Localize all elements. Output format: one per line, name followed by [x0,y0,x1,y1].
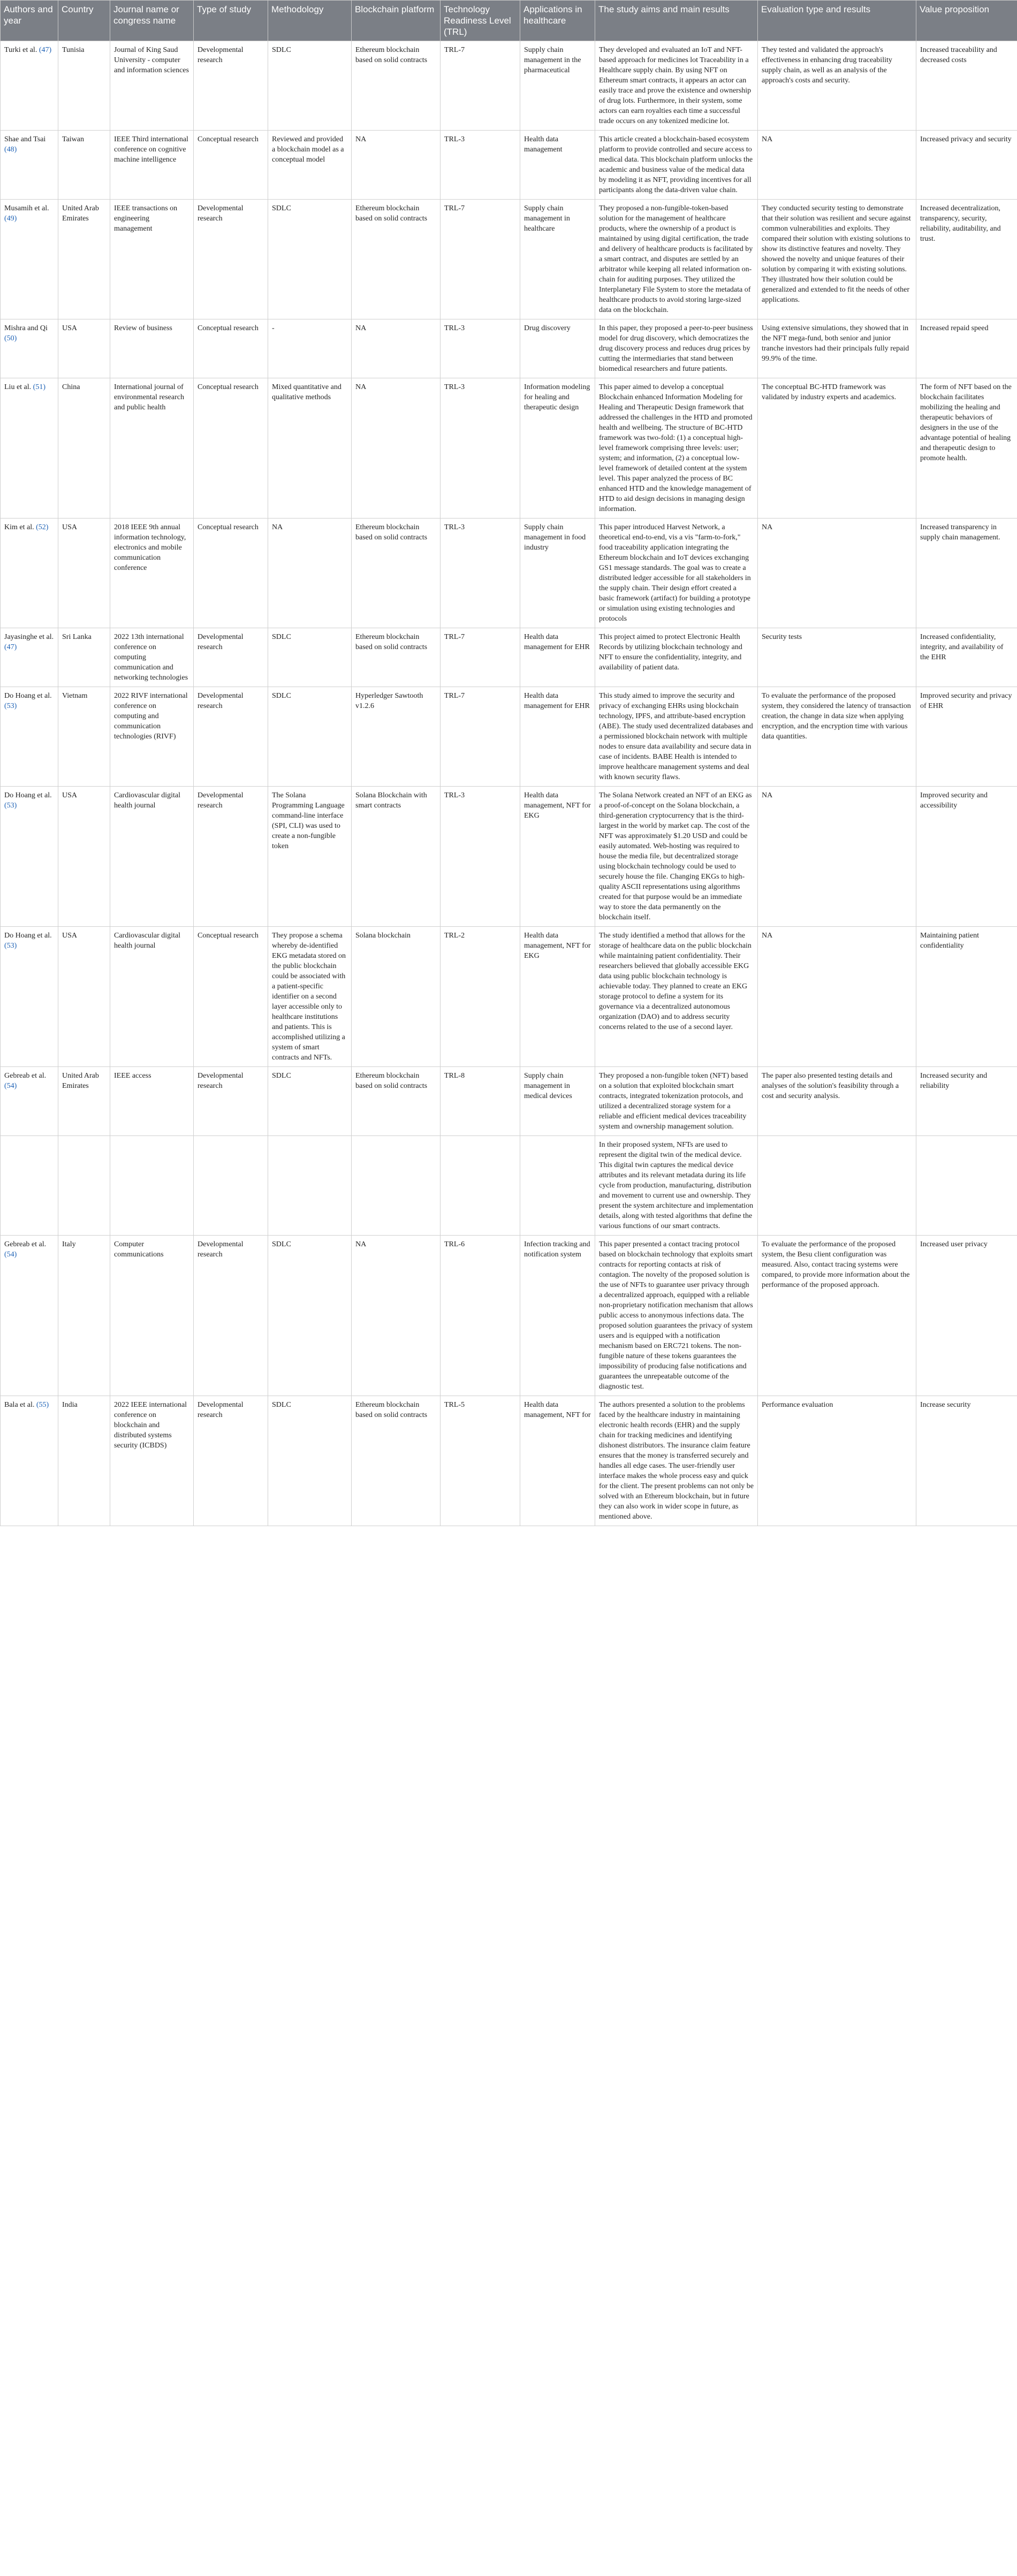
citation-link[interactable]: (53) [4,702,17,710]
trl-cell: TRL-3 [441,787,520,927]
column-header: Applications in healthcare [520,1,595,41]
aims-results-cell: In this paper, they proposed a peer-to-peer business model for drug discovery, which democratizes the drug discovery process and reduces drug prices by cutting the intermediaries that stand between biomedical researchers and future patients. [595,319,758,378]
aims-results-cell: In their proposed system, NFTs are used to represent the digital twin of the medical device. This digital twin captures the medical device attributes and its relevant metadata during its life cycle from production, manufacturing, distribution and movement to current use and ownership. They present the system architecture and implementation details, along with tested algorithms that define the various functions of our smart contracts. [595,1136,758,1236]
evaluation-cell: NA [758,927,916,1067]
table-row [1,200,1017,319]
authors-cell [1,628,58,687]
value-proposition-cell: Increased security and reliability [916,1067,1017,1136]
methodology-cell: SDLC [268,1067,352,1136]
application-cell: Drug discovery [520,319,595,378]
methodology-cell: Reviewed and provided a blockchain model as a conceptual model [268,131,352,200]
trl-cell: TRL-8 [441,1067,520,1136]
methodology-cell: NA [268,519,352,628]
evaluation-cell: They conducted security testing to demonstrate that their solution was resilient and secure against common vulnerabilities and exploits. They compared their solution with existing solutions to show its distinctive features and novelty. They showed the novelty and unique features of their solution by comparing it with existing solutions. They illustrated how their solution could be generalized and extended to fit the needs of other applications. [758,200,916,319]
evaluation-cell: Performance evaluation [758,1396,916,1526]
methodology-cell: Mixed quantitative and qualitative methods [268,378,352,519]
authors-cell [1,41,58,131]
country-cell: Taiwan [58,131,110,200]
country-cell: China [58,378,110,519]
platform-cell: Hyperledger Sawtooth v1.2.6 [352,687,441,787]
author-name: Liu et al. [4,383,32,391]
table-row [1,319,1017,378]
journal-cell: Cardiovascular digital health journal [110,927,194,1067]
table-row [1,1236,1017,1396]
column-header: The study aims and main results [595,1,758,41]
journal-cell: Review of business [110,319,194,378]
authors-cell [1,131,58,200]
country-cell: Italy [58,1236,110,1396]
country-cell: Tunisia [58,41,110,131]
value-proposition-cell: Increased decentralization, transparency, security, reliability, auditability, and trust. [916,200,1017,319]
authors-cell [1,927,58,1067]
value-proposition-cell: Increase security [916,1396,1017,1526]
author-name: Do Hoang et al. [4,791,52,799]
citation-link[interactable]: (50) [4,334,17,342]
journal-cell: IEEE Third international conference on cognitive machine intelligence [110,131,194,200]
column-header: Methodology [268,1,352,41]
value-proposition-cell: Maintaining patient confidentiality [916,927,1017,1067]
citation-link[interactable]: (53) [4,802,17,810]
table-body [1,41,1017,1526]
author-name: Do Hoang et al. [4,932,52,940]
value-proposition-cell: Increased transparency in supply chain management. [916,519,1017,628]
citation-link[interactable]: (54) [4,1082,17,1090]
trl-cell: TRL-5 [441,1396,520,1526]
study-type-cell: Conceptual research [194,131,268,200]
application-cell: Supply chain management in the pharmaceutical [520,41,595,131]
column-header: Country [58,1,110,41]
author-name: Kim et al. [4,523,34,531]
table-row [1,1067,1017,1136]
trl-cell: TRL-7 [441,628,520,687]
table-row [1,519,1017,628]
trl-cell: TRL-2 [441,927,520,1067]
column-header: Technology Readiness Level (TRL) [441,1,520,41]
table-row [1,787,1017,927]
application-cell: Supply chain management in food industry [520,519,595,628]
aims-results-cell: This article created a blockchain-based ecosystem platform to provide controlled and secure access to medical data. This blockchain platform unlocks the academic and business value of the medical data by modeling it as NFT, providing incentives for all participants along the data-driven value chain. [595,131,758,200]
table-row [1,687,1017,787]
aims-results-cell: The authors presented a solution to the problems faced by the healthcare industry in maintaining electronic health records (EHR) and the supply chain for tracking medicines and identifying dishonest distributors. The insurance claim feature ensures that the money is transferred securely and handles all edge cases. The user-friendly user interface makes the whole process easy and quick for the client. The present problems can not only be solved with an Ethereum blockchain, but in future they can also work in wider scope in future, as mentioned above. [595,1396,758,1526]
evaluation-cell [758,1136,916,1236]
journal-cell: 2018 IEEE 9th annual information technology, electronics and mobile communication conference [110,519,194,628]
platform-cell: Ethereum blockchain based on solid contracts [352,519,441,628]
authors-cell [1,200,58,319]
authors-cell [1,1236,58,1396]
journal-cell: Journal of King Saud University - computer and information sciences [110,41,194,131]
author-name: Turki et al. [4,46,37,54]
study-type-cell: Conceptual research [194,378,268,519]
trl-cell [441,1136,520,1236]
platform-cell: Ethereum blockchain based on solid contracts [352,41,441,131]
application-cell: Infection tracking and notification system [520,1236,595,1396]
table-row [1,927,1017,1067]
journal-cell: 2022 RIVF international conference on computing and communication technologies (RIVF) [110,687,194,787]
platform-cell: Ethereum blockchain based on solid contracts [352,1067,441,1136]
application-cell: Information modeling for healing and therapeutic design [520,378,595,519]
authors-cell [1,1067,58,1136]
country-cell: United Arab Emirates [58,1067,110,1136]
authors-cell [1,1396,58,1526]
journal-cell [110,1136,194,1236]
evaluation-cell: The paper also presented testing details and analyses of the solution's feasibility through a cost and security analysis. [758,1067,916,1136]
author-name: Musamih et al. [4,204,49,212]
journal-cell: 2022 13th international conference on computing communication and networking technologies [110,628,194,687]
study-type-cell: Developmental research [194,1067,268,1136]
value-proposition-cell: Improved security and accessibility [916,787,1017,927]
column-header: Blockchain platform [352,1,441,41]
application-cell: Supply chain management in medical devices [520,1067,595,1136]
study-type-cell: Developmental research [194,41,268,131]
trl-cell: TRL-7 [441,41,520,131]
methodology-cell: SDLC [268,687,352,787]
country-cell [58,1136,110,1236]
country-cell: USA [58,787,110,927]
platform-cell [352,1136,441,1236]
value-proposition-cell [916,1136,1017,1236]
author-name: Do Hoang et al. [4,692,52,700]
author-name: Shae and Tsai [4,135,46,143]
authors-cell [1,319,58,378]
evaluation-cell: To evaluate the performance of the proposed system, the Besu client configuration was measured. Also, contact tracing systems were compared, to provide more information about the performance of the proposed approach. [758,1236,916,1396]
study-type-cell [194,1136,268,1236]
platform-cell: Solana Blockchain with smart contracts [352,787,441,927]
methodology-cell: SDLC [268,1396,352,1526]
table-row [1,1136,1017,1236]
citation-link[interactable]: (53) [4,942,17,950]
citation-link[interactable]: (49) [4,215,17,223]
aims-results-cell: They proposed a non-fungible token (NFT) based on a solution that exploited blockchain smart contracts, integrated tokenization protocols, and utilized a decentralized storage system for a reliable and efficient medical devices traceability system and ownership management solution. [595,1067,758,1136]
platform-cell: Ethereum blockchain based on solid contracts [352,628,441,687]
author-name: Mishra and Qi [4,324,48,332]
study-type-cell: Developmental research [194,687,268,787]
evaluation-cell: NA [758,131,916,200]
study-type-cell: Developmental research [194,1236,268,1396]
citation-link[interactable]: (47) [39,46,52,54]
methodology-cell: SDLC [268,1236,352,1396]
column-header: Journal name or congress name [110,1,194,41]
column-header: Authors and year [1,1,58,41]
trl-cell: TRL-6 [441,1236,520,1396]
platform-cell: NA [352,1236,441,1396]
study-type-cell: Developmental research [194,200,268,319]
study-type-cell: Conceptual research [194,927,268,1067]
methodology-cell: - [268,319,352,378]
aims-results-cell: They developed and evaluated an IoT and NFT-based approach for medicines lot Traceability in a Healthcare supply chain. By using NFT on Ethereum smart contracts, it appears an actor can easily trace and prove the existence and ownership of drug lots. Furthermore, in their system, some actors can earn royalties each time a successful trade occurs on any tokenized medicine lot. [595,41,758,131]
application-cell: Health data management, NFT for EKG [520,787,595,927]
aims-results-cell: The study identified a method that allows for the storage of healthcare data on the public blockchain while maintaining patient confidentiality. Their researchers believed that globally accessible EKG data using public blockchain technology is achievable today. They planned to create an EKG storage protocol to define a system for its governance via a decentralized autonomous organization (DAO) and to address security concerns related to the use of a second layer. [595,927,758,1067]
authors-cell [1,787,58,927]
author-name: Gebreab et al. [4,1240,47,1248]
country-cell: Sri Lanka [58,628,110,687]
trl-cell: TRL-3 [441,319,520,378]
country-cell: India [58,1396,110,1526]
methodology-cell: They propose a schema whereby de-identified EKG metadata stored on the public blockchain could be associated with a patient-specific identifier on a second layer accessible only to healthcare institutions and patients. This is accomplished utilizing a system of smart contracts and NFTs. [268,927,352,1067]
evaluation-cell: Security tests [758,628,916,687]
methodology-cell: SDLC [268,41,352,131]
column-header: Evaluation type and results [758,1,916,41]
column-header: Value proposition [916,1,1017,41]
study-type-cell: Developmental research [194,628,268,687]
evaluation-cell: Using extensive simulations, they showed that in the NFT mega-fund, both senior and junior tranche investors had their principals fully repaid 99.9% of the time. [758,319,916,378]
aims-results-cell: This project aimed to protect Electronic Health Records by utilizing blockchain technology and NFT to ensure the confidentiality, integrity, and availability of patient data. [595,628,758,687]
author-name: Gebreab et al. [4,1072,47,1080]
table-row [1,1396,1017,1526]
application-cell: Health data management for EHR [520,687,595,787]
application-cell: Health data management [520,131,595,200]
value-proposition-cell: Increased repaid speed [916,319,1017,378]
trl-cell: TRL-3 [441,378,520,519]
citation-link[interactable]: (54) [4,1251,17,1259]
value-proposition-cell: Increased confidentiality, integrity, and availability of the EHR [916,628,1017,687]
methodology-cell [268,1136,352,1236]
platform-cell: Solana blockchain [352,927,441,1067]
trl-cell: TRL-7 [441,200,520,319]
country-cell: USA [58,319,110,378]
country-cell: USA [58,519,110,628]
study-type-cell: Conceptual research [194,319,268,378]
value-proposition-cell: Increased privacy and security [916,131,1017,200]
journal-cell: Cardiovascular digital health journal [110,787,194,927]
aims-results-cell: This paper presented a contact tracing protocol based on blockchain technology that exploits smart contracts for reporting contacts at risk of contagion. The novelty of the proposed solution is the use of NFTs to guarantee user privacy through a decentralized approach, equipped with a reliable non-proprietary notification mechanism that allows public access to anonymous infections data. The proposed solution guarantees the privacy of system users and is equipped with a notification mechanism based on ERC721 tokens. The non-fungible nature of these tokens guarantees the impossibility of producing false notifications and guarantees the unrepeatable outcome of the diagnostic test. [595,1236,758,1396]
study-type-cell: Developmental research [194,787,268,927]
application-cell [520,1136,595,1236]
application-cell: Supply chain management in healthcare [520,200,595,319]
aims-results-cell: They proposed a non-fungible-token-based solution for the management of healthcare products, where the ownership of a product is maintained by using digital certification, the trade and delivery of healthcare products is facilitated by a smart contract, and disputes are settled by an arbitrator while keeping all related information on-chain for auditing purposes. They utilized the Interplanetary File System to store the metadata of healthcare products to avoid storing large-sized data on the blockchain. [595,200,758,319]
trl-cell: TRL-3 [441,519,520,628]
header-row [1,1,1017,41]
study-type-cell: Developmental research [194,1396,268,1526]
table-row [1,378,1017,519]
column-header: Type of study [194,1,268,41]
journal-cell: IEEE transactions on engineering management [110,200,194,319]
evaluation-cell: NA [758,519,916,628]
table-row [1,41,1017,131]
citation-link[interactable]: (52) [36,523,49,531]
methodology-cell: SDLC [268,200,352,319]
application-cell: Health data management, NFT for [520,1396,595,1526]
country-cell: United Arab Emirates [58,200,110,319]
application-cell: Health data management for EHR [520,628,595,687]
author-name: Jayasinghe et al. [4,633,54,641]
authors-cell [1,519,58,628]
value-proposition-cell: The form of NFT based on the blockchain facilitates mobilizing the healing and therapeutic behaviors of designers in the use of the advantage potential of healing and therapeutic design to promote health. [916,378,1017,519]
citation-link[interactable]: (51) [33,383,45,391]
aims-results-cell: This study aimed to improve the security and privacy of exchanging EHRs using blockchain technology, IPFS, and attribute-based encryption (ABE). The study used decentralized databases and a permissioned blockchain network with multiple nodes to ensure data availability and secure data in case of incidents. BABE Health is intended to improve healthcare management systems and deal with known security flaws. [595,687,758,787]
citation-link[interactable]: (55) [36,1401,49,1409]
methodology-cell: SDLC [268,628,352,687]
value-proposition-cell: Improved security and privacy of EHR [916,687,1017,787]
citation-link[interactable]: (47) [4,643,17,651]
journal-cell: IEEE access [110,1067,194,1136]
trl-cell: TRL-3 [441,131,520,200]
application-cell: Health data management, NFT for EKG [520,927,595,1067]
country-cell: USA [58,927,110,1067]
evaluation-cell: To evaluate the performance of the proposed system, they considered the latency of transaction creation, the change in data size when applying encryption, and the encryption time with various data quantities. [758,687,916,787]
table-row [1,628,1017,687]
authors-cell [1,378,58,519]
authors-cell [1,687,58,787]
country-cell: Vietnam [58,687,110,787]
aims-results-cell: This paper introduced Harvest Network, a theoretical end-to-end, vis a vis "farm-to-fork," food traceability application integrating the Ethereum blockchain and IoT devices exchanging GS1 message standards. The goal was to create a distributed ledger accessible for all stakeholders in the supply chain. Their design effort created a basic framework (artifact) for building a prototype or simulation using existing technologies and protocols [595,519,758,628]
author-name: Bala et al. [4,1401,35,1409]
value-proposition-cell: Increased user privacy [916,1236,1017,1396]
journal-cell: 2022 IEEE international conference on blockchain and distributed systems security (ICBDS) [110,1396,194,1526]
methodology-cell: The Solana Programming Language command-line interface (SPI, CLI) was used to create a non-fungible token [268,787,352,927]
platform-cell: Ethereum blockchain based on solid contracts [352,200,441,319]
evaluation-cell: They tested and validated the approach's effectiveness in enhancing drug traceability supply chain, as well as an analysis of the approach's costs and security. [758,41,916,131]
journal-cell: Computer communications [110,1236,194,1396]
aims-results-cell: The Solana Network created an NFT of an EKG as a proof-of-concept on the Solana blockchain, a third-generation cryptocurrency that is the third-largest in the world by market cap. The cost of the NFT was approximately $1.20 USD and could be easily automated. Web-hosting was required to house the media file, but decentralized storage using blockchain technology could be used to securely house the file. Changing EKGs to high-quality ASCII representations using algorithms created for that purpose would be an immediate way to store the data permanently on the blockchain itself. [595,787,758,927]
journal-cell: International journal of environmental research and public health [110,378,194,519]
evaluation-cell: NA [758,787,916,927]
platform-cell: NA [352,131,441,200]
platform-cell: NA [352,319,441,378]
evaluation-cell: The conceptual BC-HTD framework was validated by industry experts and academics. [758,378,916,519]
aims-results-cell: This paper aimed to develop a conceptual Blockchain enhanced Information Modeling for Healing and Therapeutic Design framework that addressed the challenges in the HTD and promoted health and wellbeing. The structure of BC-HTD framework was two-fold: (1) a conceptual high-level framework comprising three levels: user; system; and information, (2) a conceptual low-level framework of detailed content at the system level. This paper analyzed the process of BC enhanced HTD and the knowledge management of HTD to aid design decisions in managing design information. [595,378,758,519]
study-type-cell: Conceptual research [194,519,268,628]
authors-cell [1,1136,58,1236]
platform-cell: NA [352,378,441,519]
trl-cell: TRL-7 [441,687,520,787]
value-proposition-cell: Increased traceability and decreased costs [916,41,1017,131]
table-row [1,131,1017,200]
platform-cell: Ethereum blockchain based on solid contracts [352,1396,441,1526]
citation-link[interactable]: (48) [4,146,17,154]
